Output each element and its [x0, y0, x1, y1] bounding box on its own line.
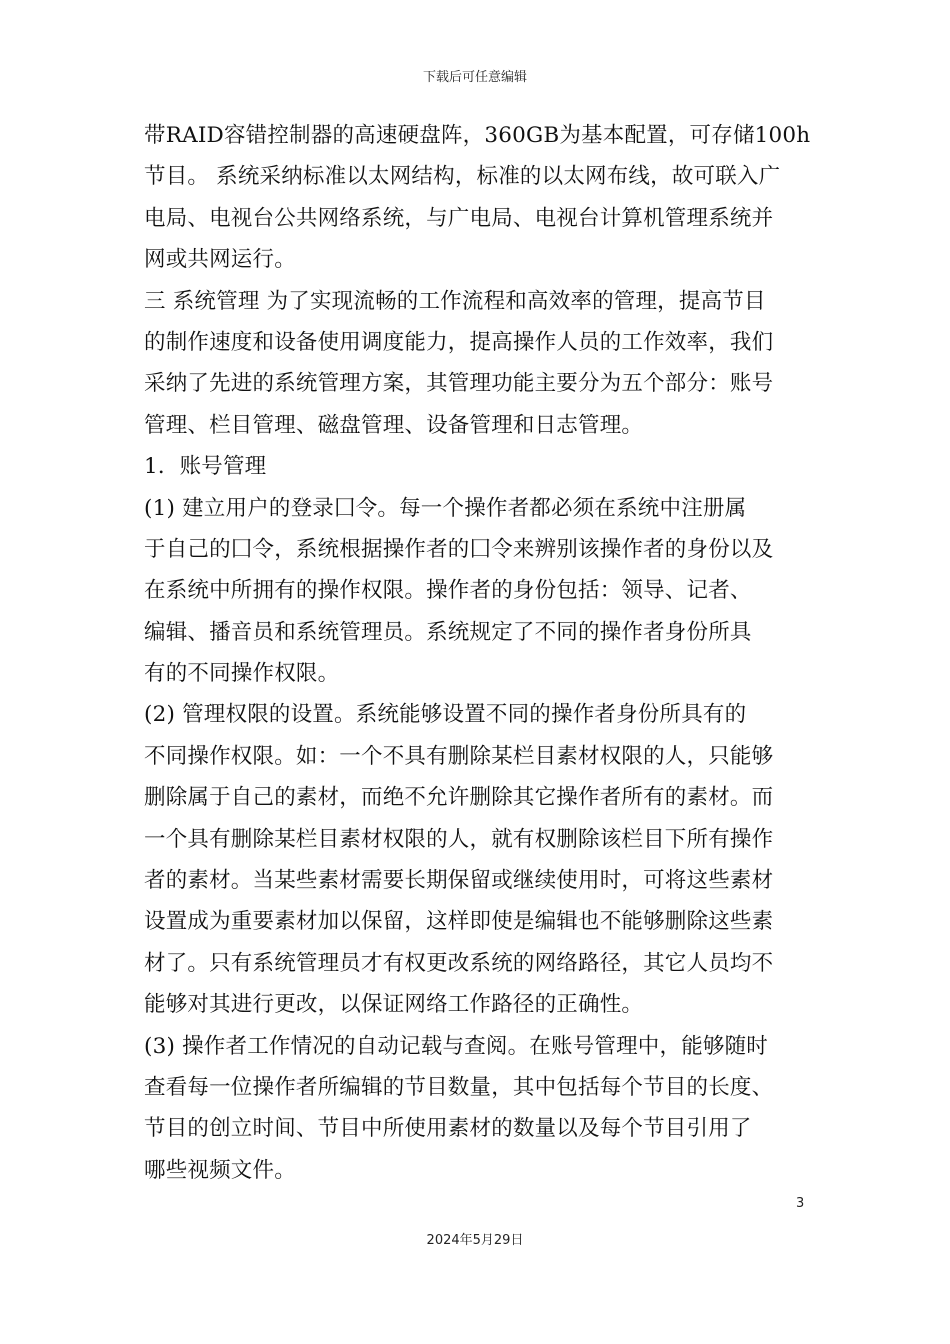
text-line-16: 不同操作权限。如：一个不具有删除某栏目素材权限的人，只能够 [144, 743, 774, 769]
document-body [144, 115, 811, 1191]
list-item-1-start: (1) 建立用户的登录囗令。每一个操作者都必须在系统中注册属 [144, 495, 747, 521]
text-line-4: 网或共网运行。 [144, 247, 296, 273]
text-line-12: 在系统中所拥有的操作权限。操作者的身份包括：领导、记者、 [144, 578, 752, 604]
text-line-21: 材了。只有系统管理员才有权更改系统的网络路径，其它人员均不 [144, 950, 774, 976]
section-heading-system-management: 三 系统管理 为了实现流畅的工作流程和高效率的管理，提高节目 [144, 288, 766, 314]
text-line-13: 编辑、播音员和系统管理员。系统规定了不同的操作者身份所具 [144, 619, 752, 645]
list-item-3-start: (3) 操作者工作情况的自动记载与查阅。在账号管理中，能够随时 [144, 1033, 768, 1059]
text-line-14: 有的不同操作权限。 [144, 661, 340, 687]
text-line-20: 设置成为重要素材加以保留，这样即使是编辑也不能够删除这些素 [144, 909, 774, 935]
text-line-6: 的制作速度和设备使用调度能力，提高操作人员的工作效率，我们 [144, 329, 774, 355]
page-header: 下载后可任意编辑 [422, 70, 527, 85]
text-line-18: 一个具有删除某栏目素材权限的人，就有权删除该栏目下所有操作 [144, 826, 774, 852]
text-line-11: 于自己的囗令，系统根据操作者的囗令来辨别该操作者的身份以及 [144, 536, 774, 562]
list-item-2-start: (2) 管理权限的设置。系统能够设置不同的操作者身份所具有的 [144, 702, 747, 728]
text-line-1: 带RAID容错控制器的高速硬盘阵，360GB为基本配置，可存储100h [144, 123, 811, 148]
page-number: 3 [796, 1196, 805, 1211]
page-footer-date: 2024年5月29日 [426, 1233, 524, 1248]
text-line-8: 管理、栏目管理、磁盘管理、设备管理和日志管理。 [144, 412, 644, 438]
text-line-24: 查看每一位操作者所编辑的节目数量，其中包括每个节目的长度、 [144, 1074, 774, 1100]
subheading-account-management: 1．账号管理 [144, 454, 267, 480]
text-line-7: 采纳了先进的系统管理方案，其管理功能主要分为五个部分：账号 [144, 371, 774, 397]
text-line-19: 者的素材。当某些素材需要长期保留或继续使用时，可将这些素材 [144, 868, 774, 894]
text-line-17: 删除属于自己的素材，而绝不允许删除其它操作者所有的素材。而 [144, 785, 774, 811]
text-line-22: 能够对其进行更改，以保证网络工作路径的正确性。 [144, 992, 644, 1018]
text-line-3: 电局、电视台公共网络系统，与广电局、电视台计算机管理系统并 [144, 205, 774, 231]
text-line-25: 节目的创立时间、节目中所使用素材的数量以及每个节目引用了 [144, 1116, 752, 1142]
text-line-2: 节目。 系统采纳标准以太网结构，标准的以太网布线，故可联入广 [144, 164, 781, 190]
text-line-26: 哪些视频文件。 [144, 1157, 296, 1183]
